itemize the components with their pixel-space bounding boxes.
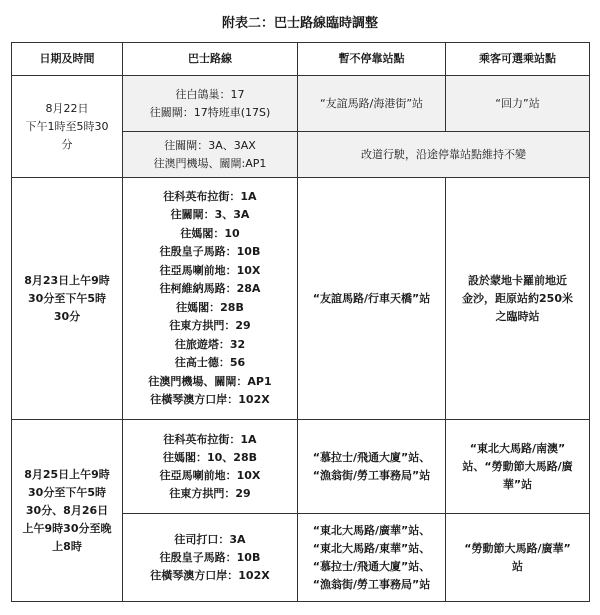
route-line: 往旅遊塔：32 [174,337,246,351]
alternative-cell [446,420,590,514]
suspended-cell [298,420,446,514]
route-line: 往媽閣：28B [176,300,244,314]
suspended-line: “東北大馬路/東華”站、 [312,541,431,555]
date-line: 8月23日上午9時 [24,273,110,287]
route-line: 往關閘：3A、3AX [164,138,256,152]
route-line: 往殷皇子馬路：10B [159,245,261,258]
route-line: 往橫琴澳方口岸：102X [150,393,270,406]
suspended-cell: “友誼馬路/海港街”站 [298,76,446,132]
route-line: 往司打口：3A [174,532,246,546]
alternative-line: 設於蒙地卡羅前地近 [468,273,567,287]
suspended-cell [298,514,446,602]
route-cell [123,76,298,132]
header-route: 巴士路線 [123,43,298,76]
route-line: 往高士德：56 [174,356,246,369]
page-title: 附表二：巴士路線臨時調整 [221,16,378,31]
route-line: 往東方拱門：29 [169,319,251,332]
suspended-line: “漁翁街/勞工事務局”站 [312,577,431,591]
route-line: 往科英布拉街：1A [163,189,257,203]
table-row [12,76,590,132]
date-line: 分 [61,137,73,151]
route-line: 往媽閣：10 [180,226,240,240]
header-suspended-stops: 暫不停靠站點 [298,43,446,76]
route-line: 往柯維納馬路：28A [159,282,261,295]
route-line: 往關閘：17特班車(17S) [149,105,271,119]
route-line: 往殷皇子馬路：10B [159,550,261,564]
alternative-line: 之臨時站 [495,309,540,323]
alternative-line: 金沙，距原站約250米 [462,291,573,305]
date-line: 上午9時30分至晚 [22,521,112,535]
alternative-line: 站 [512,559,523,573]
route-line: 往白鴿巢：17 [175,87,245,101]
route-line: 往澳門機場、關閘:AP1 [153,156,267,170]
alternative-line: “勞動節大馬路/廣華” [464,541,571,555]
date-cell [12,76,123,178]
date-line: 30分至下午5時 [28,291,106,305]
reroute-note: 改道行駛，沿途停靠站點維持不變 [298,132,590,178]
header-date: 日期及時間 [12,43,123,76]
date-line: 8月22日 [45,101,89,115]
route-line: 往亞馬喇前地：10X [159,263,261,277]
header-alternative-stops: 乘客可選乘站點 [446,43,590,76]
route-line: 往科英布拉街：1A [163,432,257,446]
alternative-line: 站、“勞動節大馬路/廣 [462,459,573,473]
route-line: 往媽閣：10、28B [163,450,257,464]
route-cell [123,420,298,514]
suspended-line: “漁翁街/勞工事務局”站 [312,468,431,482]
route-line: 往關閘：3、3A [170,208,250,221]
suspended-line: “慕拉士/飛通大廈”站、 [312,559,431,573]
route-cell [123,178,298,420]
alternative-line: “東北大馬路/南澳” [469,441,566,455]
date-line: 上8時 [52,539,82,553]
route-adjustment-table [11,42,590,602]
date-line: 下午1時至5時30 [25,119,109,133]
date-cell [12,178,123,420]
date-line: 30分 [53,309,81,323]
table-row [12,420,590,514]
route-line: 往橫琴澳方口岸：102X [150,568,270,582]
table-row [12,178,590,420]
suspended-line: “慕拉士/飛通大廈”站、 [312,450,431,464]
date-line: 30分、8月26日 [25,503,109,517]
alternative-cell [446,514,590,602]
date-cell [12,420,123,602]
route-line: 往亞馬喇前地：10X [159,468,261,482]
route-cell [123,132,298,178]
table-header-row [12,43,590,76]
suspended-cell: “友誼馬路/行車天橋”站 [298,178,446,420]
date-line: 30分至下午5時 [28,485,106,499]
alternative-cell [446,178,590,420]
alternative-line: 華”站 [502,477,533,491]
route-cell [123,514,298,602]
date-line: 8月25日上午9時 [24,467,110,481]
route-line: 往東方拱門：29 [169,486,251,500]
route-line: 往澳門機場、關閘：AP1 [148,374,272,388]
alternative-cell: “回力”站 [446,76,590,132]
suspended-line: “東北大馬路/廣華”站、 [312,523,431,537]
